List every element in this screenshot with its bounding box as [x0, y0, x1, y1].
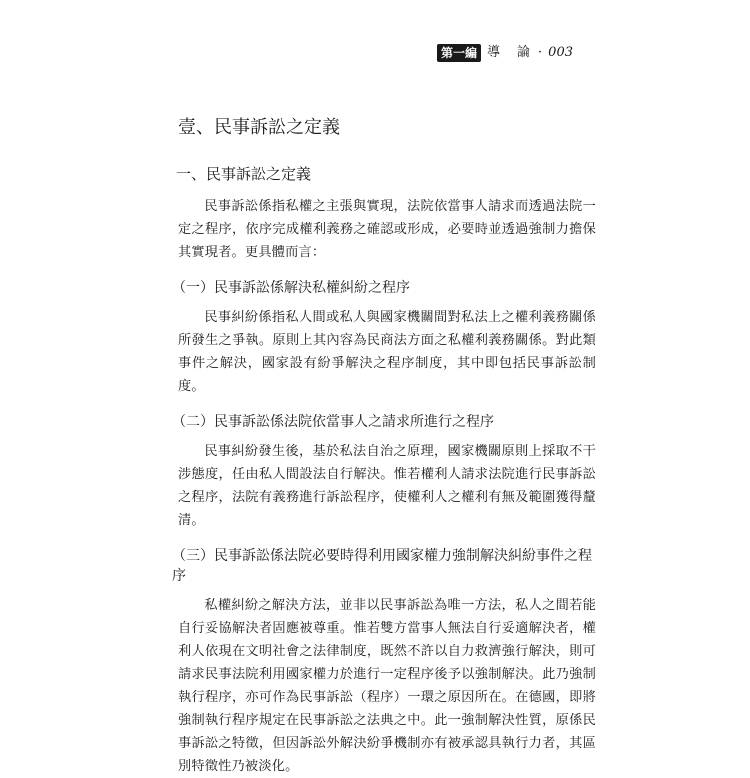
- subsection-heading-2: （二）民事訴訟係法院依當事人之請求所進行之程序: [172, 414, 494, 430]
- section-heading: 一、民事訴訟之定義: [176, 165, 312, 183]
- running-head-title: 導 論: [487, 45, 533, 60]
- subsection-heading-1: （一）民事訴訟係解決私權糾紛之程序: [172, 280, 410, 296]
- subsection-paragraph-1: 民事糾紛係指私人間或私人與國家機關間對私法上之權利義務關係所發生之爭執。原則上其內容為民商法方面之私權利義務關係。對此類事件之解決，國家設有紛爭解決之程序制度，其中即包括民事訴訟制度。: [178, 310, 596, 394]
- part-badge: 第一編: [437, 44, 481, 62]
- subsection-paragraph-3: 私權糾紛之解決方法，並非以民事訴訟為唯一方法，私人之間若能自行妥協解決者固應被尊重。惟若雙方當事人無法自行妥適解決者，權利人依現在文明社會之法律制度，既然不許以自力救濟強行解決，則可請求民事法院利用國家權力於進行一定程序後予以強制解決。此乃強制執行程序，亦可作為民事訴訟（程序）一環之原因所在。在德國，即將強制執行程序規定在民事訴訟之法典之中。此一強制解決性質，原係民事訴訟之特徵，但因訴訟外解決紛爭機制亦有被承認具執行力者，其區別特徵性乃被淡化。: [178, 598, 596, 774]
- chapter-heading: 壹、民事訴訟之定義: [178, 117, 340, 138]
- page-number: 003: [548, 45, 573, 60]
- subsection-paragraph-2: 民事糾紛發生後，基於私法自治之原理，國家機關原則上採取不干涉態度，任由私人間設法自行解決。惟若權利人請求法院進行民事訴訟之程序，法院有義務進行訴訟程序，使權利人之權利有無及範圍獲得釐清。: [178, 444, 596, 528]
- intro-paragraph: 民事訴訟係指私權之主張與實現，法院依當事人請求而透過法院一定之程序，依序完成權利義務之確認或形成，必要時並透過強制力擔保其實現者。更具體而言：: [178, 199, 596, 260]
- running-head-dot: ·: [538, 45, 543, 60]
- subsection-heading-3: （三）民事訴訟係法院必要時得利用國家權力強制解決糾紛事件之程序: [172, 548, 592, 584]
- page-content: [172, 110, 596, 778]
- running-head: [437, 44, 573, 62]
